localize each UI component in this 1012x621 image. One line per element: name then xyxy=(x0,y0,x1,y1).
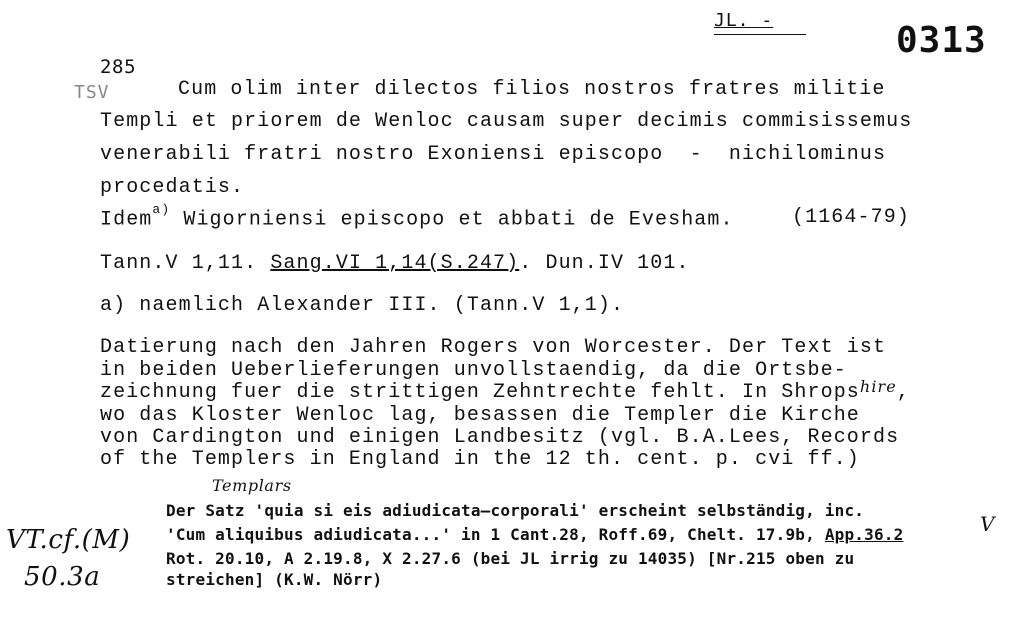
body-line-1: Cum olim inter dilectos filios nostros fratres militie xyxy=(178,78,886,101)
body-line-2: Templi et priorem de Wenloc causam super decimis commisissemus xyxy=(100,110,913,133)
body-line-3: venerabili fratri nostro Exoniensi episcopo - nichilominus xyxy=(100,143,887,166)
sources-line xyxy=(100,252,690,275)
source-dun: . Dun.IV 101. xyxy=(519,252,690,275)
commentary-line-4: wo das Kloster Wenloc lag, besassen die Templer die Kirche xyxy=(100,404,860,427)
handwritten-hire: hire xyxy=(859,377,897,396)
commentary-line-3-text: zeichnung fuer die strittigen Zehntrechte fehlt. In Shrops xyxy=(100,381,860,404)
footnote: a) naemlich Alexander III. (Tann.V 1,1). xyxy=(100,294,625,317)
commentary-line-2: in beiden Ueberlieferungen unvollstaendig, da die Ortsbe- xyxy=(100,359,847,382)
commentary-line-3-comma: , xyxy=(896,381,910,404)
note-line-4: streichen] (K.W. Nörr) xyxy=(166,570,383,589)
commentary-line-1: Datierung nach den Jahren Rogers von Worcester. Der Text ist xyxy=(100,336,887,359)
body-line-4: procedatis. xyxy=(100,176,245,199)
idem-prefix: Idem xyxy=(100,208,153,232)
commentary-line-6: of the Templers in England in the 12 th. cent. p. cvi ff.) xyxy=(100,448,860,471)
idem-line xyxy=(100,202,734,232)
idem-superscript: a) xyxy=(152,202,171,217)
card-number: 0313 xyxy=(896,20,987,61)
struck-number: TSV xyxy=(74,82,110,103)
margin-note-2: 50.3a xyxy=(24,562,101,592)
commentary-line-5: von Cardington und einigen Landbesitz (vgl. B.A.Lees, Records xyxy=(100,426,900,449)
handwritten-templars: Templars xyxy=(212,476,292,495)
source-sang: Sang.VI 1,14(S.247) xyxy=(270,252,520,275)
margin-note-1: VT.cf.(M) xyxy=(6,525,131,555)
note-line-2 xyxy=(166,525,903,544)
note-line-1: Der Satz 'quia si eis adiudicata—corporali' erscheint selbständig, inc. xyxy=(166,501,865,520)
note-line-3: Rot. 20.10, A 2.19.8, X 2.27.6 (bei JL irrig zu 14035) [Nr.215 oben zu xyxy=(166,549,855,568)
source-tann: Tann.V 1,11. xyxy=(100,252,271,275)
date-range: (1164-79) xyxy=(792,206,910,229)
note-app-reference: App.36.2 xyxy=(824,525,904,544)
commentary-line-3 xyxy=(100,377,910,404)
note-line-2-text: 'Cum aliquibus adiudicata...' in 1 Cant.28, Roff.69, Chelt. 17.9b, xyxy=(166,525,825,544)
jl-reference-underline xyxy=(714,34,806,35)
old-number: 285 xyxy=(100,56,137,78)
jl-reference-label: JL. - xyxy=(714,10,774,31)
handwritten-check-mark: V xyxy=(980,512,996,536)
idem-addressees: Wigorniensi episcopo et abbati de Evesham. xyxy=(170,208,734,232)
